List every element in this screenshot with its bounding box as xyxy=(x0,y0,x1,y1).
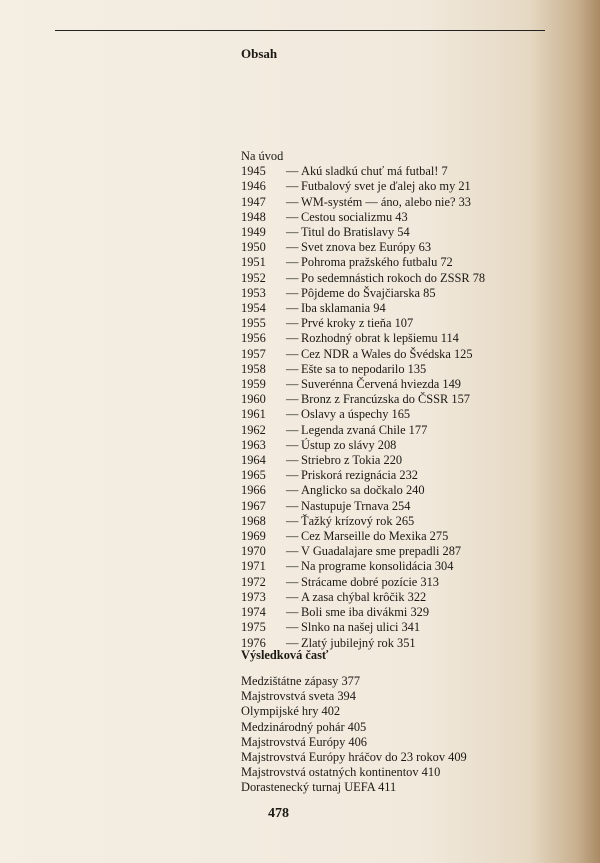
toc-entry-title: Cez NDR a Wales do Švédska 125 xyxy=(301,346,473,361)
toc-entry-title: Na programe konsolidácia 304 xyxy=(301,559,454,574)
toc-entry-year: 1959 xyxy=(241,377,266,392)
toc-entry xyxy=(241,423,485,438)
toc-entry xyxy=(241,468,485,483)
toc-entry xyxy=(241,225,485,240)
toc-entry-year: 1950 xyxy=(241,240,266,255)
toc-entry-title: Cez Marseille do Mexika 275 xyxy=(301,529,449,544)
toc-entry xyxy=(241,483,485,498)
results-entry: Majstrovstvá Európy hráčov do 23 rokov 409 xyxy=(241,750,467,765)
toc-entry-dash: — xyxy=(286,635,299,650)
toc-entry xyxy=(241,392,485,407)
toc-entry-year: 1972 xyxy=(241,574,266,589)
toc-entry-year: 1957 xyxy=(241,346,266,361)
toc-entry xyxy=(241,590,485,605)
toc-entry xyxy=(241,499,485,514)
toc-entry-title: Ťažký krízový rok 265 xyxy=(301,513,415,528)
toc-entry-title: Boli sme iba divákmi 329 xyxy=(301,605,430,620)
toc-entry-year: 1954 xyxy=(241,301,266,316)
toc-entry xyxy=(241,544,485,559)
toc-entry-dash: — xyxy=(286,331,299,346)
toc-entry xyxy=(241,605,485,620)
toc-entry-title: Akú sladkú chuť má futbal! 7 xyxy=(301,164,448,179)
toc-entry-dash: — xyxy=(286,605,299,620)
toc-entry-title: V Guadalajare sme prepadli 287 xyxy=(301,544,462,559)
toc-entry xyxy=(241,301,485,316)
toc-entry xyxy=(241,620,485,635)
toc-entry-title: Futbalový svet je ďalej ako my 21 xyxy=(301,179,471,194)
toc-entry-title: Slnko na našej ulici 341 xyxy=(301,620,421,635)
toc-entry-title: Ešte sa to nepodarilo 135 xyxy=(301,361,427,376)
toc-entry-title: Bronz z Francúzska do ČSSR 157 xyxy=(301,392,470,407)
results-entry: Medzištátne zápasy 377 xyxy=(241,674,361,688)
toc-entry-dash: — xyxy=(286,483,299,498)
toc-entry-year: 1945 xyxy=(241,164,266,179)
toc-entry xyxy=(241,164,485,179)
toc-entry-dash: — xyxy=(286,346,299,361)
toc-entry-year: 1947 xyxy=(241,194,266,209)
toc-intro: Na úvod xyxy=(241,149,284,163)
toc-entry-year: 1965 xyxy=(241,468,266,483)
toc-entry-title: A zasa chýbal krôčik 322 xyxy=(301,589,427,604)
results-list xyxy=(241,674,467,796)
toc-entry-year: 1963 xyxy=(241,437,266,452)
toc-entry-year: 1976 xyxy=(241,635,266,650)
toc-entry-year: 1971 xyxy=(241,559,266,574)
toc-entry-dash: — xyxy=(286,316,299,331)
toc-entry-year: 1951 xyxy=(241,255,266,270)
toc-entry-year: 1956 xyxy=(241,331,266,346)
toc-entry xyxy=(241,575,485,590)
toc-entry-dash: — xyxy=(286,559,299,574)
toc-entry-dash: — xyxy=(286,589,299,604)
toc-entry-title: Cestou socializmu 43 xyxy=(301,209,408,224)
toc-entry-title: Po sedemnástich rokoch do ZSSR 78 xyxy=(301,270,486,285)
toc-entry-dash: — xyxy=(286,179,299,194)
top-rule xyxy=(55,30,545,31)
toc-entry-dash: — xyxy=(286,361,299,376)
toc-entry xyxy=(241,362,485,377)
toc-entry-title: Striebro z Tokia 220 xyxy=(301,453,403,468)
toc-entry-title: Oslavy a úspechy 165 xyxy=(301,407,411,422)
toc-entry xyxy=(241,255,485,270)
toc-entry-dash: — xyxy=(286,225,299,240)
toc-entry-year: 1952 xyxy=(241,270,266,285)
table-of-contents xyxy=(241,149,485,651)
toc-entry-dash: — xyxy=(286,422,299,437)
toc-entry-year: 1955 xyxy=(241,316,266,331)
toc-entry-year: 1968 xyxy=(241,513,266,528)
toc-entry-year: 1946 xyxy=(241,179,266,194)
toc-entry-dash: — xyxy=(286,574,299,589)
toc-entry-year: 1960 xyxy=(241,392,266,407)
toc-entry-dash: — xyxy=(286,453,299,468)
toc-entry-dash: — xyxy=(286,377,299,392)
toc-entry-year: 1973 xyxy=(241,589,266,604)
toc-entry-year: 1975 xyxy=(241,620,266,635)
toc-entry-year: 1969 xyxy=(241,529,266,544)
toc-entry-dash: — xyxy=(286,255,299,270)
toc-entry-year: 1949 xyxy=(241,225,266,240)
results-entry: Medzinárodný pohár 405 xyxy=(241,719,367,734)
toc-entry-title: Priskorá rezignácia 232 xyxy=(301,468,418,483)
toc-entry xyxy=(241,210,485,225)
toc-entry xyxy=(241,529,485,544)
toc-entry-year: 1962 xyxy=(241,422,266,437)
toc-entry-dash: — xyxy=(286,209,299,224)
toc-entry-dash: — xyxy=(286,513,299,528)
toc-entry-dash: — xyxy=(286,392,299,407)
toc-entry xyxy=(241,240,485,255)
toc-entry-title: Suverénna Červená hviezda 149 xyxy=(301,377,461,392)
toc-entry-year: 1967 xyxy=(241,498,266,513)
toc-entry-dash: — xyxy=(286,437,299,452)
toc-entry xyxy=(241,316,485,331)
toc-entry-dash: — xyxy=(286,529,299,544)
results-heading: Výsledková časť xyxy=(241,648,329,662)
results-entry: Olympijské hry 402 xyxy=(241,704,341,719)
toc-entry-year: 1970 xyxy=(241,544,266,559)
toc-entry-title: Pôjdeme do Švajčiarska 85 xyxy=(301,285,436,300)
toc-entry xyxy=(241,377,485,392)
toc-entry-dash: — xyxy=(286,544,299,559)
toc-entry xyxy=(241,286,485,301)
toc-entry-title: Nastupuje Trnava 254 xyxy=(301,498,411,513)
toc-entry xyxy=(241,438,485,453)
toc-entry-title: WM-systém — áno, alebo nie? 33 xyxy=(301,194,471,209)
toc-entry-dash: — xyxy=(286,285,299,300)
toc-entry-year: 1948 xyxy=(241,209,266,224)
toc-entry-title: Titul do Bratislavy 54 xyxy=(301,225,410,240)
toc-entry-title: Anglicko sa dočkalo 240 xyxy=(301,483,425,498)
toc-entry-year: 1958 xyxy=(241,361,266,376)
toc-entry xyxy=(241,559,485,574)
toc-entry-title: Zlatý jubilejný rok 351 xyxy=(301,635,416,650)
toc-entry xyxy=(241,331,485,346)
toc-entry-title: Iba sklamania 94 xyxy=(301,301,386,316)
toc-entry-dash: — xyxy=(286,240,299,255)
toc-entry-title: Ústup zo slávy 208 xyxy=(301,437,397,452)
toc-entry-dash: — xyxy=(286,194,299,209)
toc-entry-dash: — xyxy=(286,164,299,179)
results-entry: Majstrovstvá sveta 394 xyxy=(241,689,356,704)
toc-entry xyxy=(241,195,485,210)
page-heading: Obsah xyxy=(241,46,278,61)
results-entry: Dorastenecký turnaj UEFA 411 xyxy=(241,780,397,795)
toc-entry-dash: — xyxy=(286,498,299,513)
toc-entry-dash: — xyxy=(286,270,299,285)
results-entry: Majstrovstvá ostatných kontinentov 410 xyxy=(241,765,441,780)
toc-entry xyxy=(241,179,485,194)
page-number: 478 xyxy=(268,806,289,821)
toc-entry-title: Svet znova bez Európy 63 xyxy=(301,240,432,255)
toc-entry-year: 1974 xyxy=(241,605,266,620)
toc-entry xyxy=(241,347,485,362)
toc-entry-year: 1966 xyxy=(241,483,266,498)
toc-entry-year: 1953 xyxy=(241,285,266,300)
toc-entry-title: Rozhodný obrat k lepšiemu 114 xyxy=(301,331,459,346)
toc-entry-dash: — xyxy=(286,407,299,422)
toc-entry-dash: — xyxy=(286,468,299,483)
toc-entry-dash: — xyxy=(286,301,299,316)
toc-entry-year: 1961 xyxy=(241,407,266,422)
toc-entry xyxy=(241,453,485,468)
toc-entry xyxy=(241,407,485,422)
toc-entry-title: Strácame dobré pozície 313 xyxy=(301,574,439,589)
toc-entry xyxy=(241,271,485,286)
toc-entry-title: Legenda zvaná Chile 177 xyxy=(301,422,428,437)
toc-entry-dash: — xyxy=(286,620,299,635)
toc-entry-year: 1964 xyxy=(241,453,266,468)
toc-entry-title: Pohroma pražského futbalu 72 xyxy=(301,255,453,270)
toc-entry xyxy=(241,514,485,529)
toc-entry-title: Prvé kroky z tieňa 107 xyxy=(301,316,414,331)
results-entry: Majstrovstvá Európy 406 xyxy=(241,734,367,749)
